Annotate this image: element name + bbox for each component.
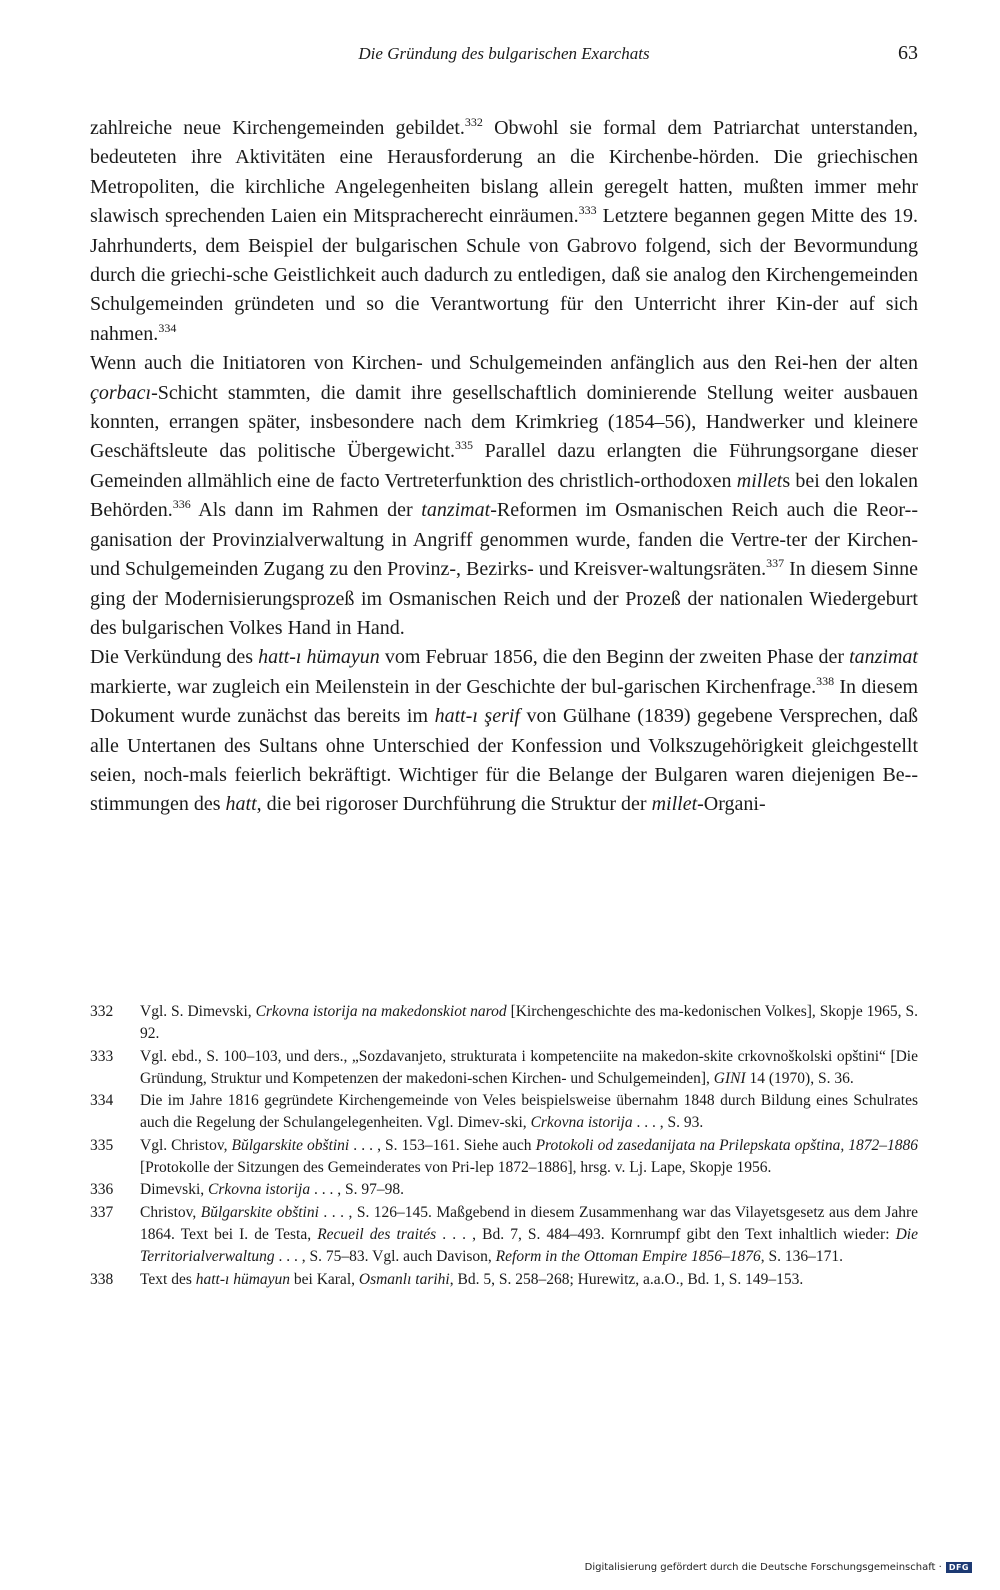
italic-title: Bŭlgarskite obštini xyxy=(200,1203,319,1221)
text-run: s bei den lokalen Behörden. xyxy=(90,469,918,522)
italic-title: hatt-ı hümayun xyxy=(195,1270,291,1288)
italic-title: Recueil des traités xyxy=(317,1225,437,1243)
footnote-number: 337 xyxy=(90,1203,114,1221)
italic-term: hatt xyxy=(225,793,257,816)
footnote-number: 333 xyxy=(90,1047,114,1065)
text-run: In diesem Dokument wurde zunächst das bereits im xyxy=(90,675,918,728)
footnote-336 xyxy=(90,1179,918,1201)
text-run: Vgl. ebd., S. 100–103, und ders., „Sozdavanjeto, strukturata i kompetenciite na makedon-skite crkovnoškolski opštini“ [Die Gründung, Struktur und Kompetenzen der makedoni-schen Kirchen- und Schulgemeinden], xyxy=(140,1047,918,1087)
text-run: Die Verkündung des xyxy=(90,646,259,669)
italic-term: millet xyxy=(736,469,783,492)
italic-title: Crkovna istorija na makedonskiot narod xyxy=(255,1003,507,1020)
footnote-334 xyxy=(90,1090,918,1135)
footnote-ref-335: 335 xyxy=(455,438,474,453)
text-run: . . . , S. 97–98. xyxy=(310,1181,404,1199)
text-run: . . . , S. 93. xyxy=(632,1114,704,1132)
footnote-number: 332 xyxy=(90,1003,114,1020)
paragraph-3 xyxy=(90,643,918,819)
footnote-ref-336: 336 xyxy=(172,497,191,512)
text-run: [Protokolle der Sitzungen des Gemeinderates von Pri-lep 1872–1886], hrsg. v. Lj. Lape, Skopje 1956. xyxy=(140,1159,772,1177)
paragraph-2 xyxy=(90,349,918,643)
footnote-332 xyxy=(90,1001,918,1046)
text-run: 14 (1970), S. 36. xyxy=(745,1069,854,1087)
text-run: Vgl. Christov, xyxy=(140,1136,232,1154)
text-run: Vgl. S. Dimevski, xyxy=(140,1003,256,1020)
footnote-number: 338 xyxy=(90,1270,114,1288)
text-run: Die im Jahre 1816 gegründete Kirchengemeinde von Veles beispielsweise übernahm 1848 durch Bildung eines Schulrates auch die Regelung der Schulangelegenheiten. Vgl. Dimev-ski, xyxy=(140,1092,918,1132)
text-run: In diesem Sinne ging der Modernisierungsprozeß im Osmanischen Reich und der Prozeß der nationalen Wiedergeburt des bulgarischen Volkes Hand in Hand. xyxy=(90,558,918,639)
text-run: -Reformen im Osmanischen Reich auch die Reor-ganisation der Provinzialverwaltung in Angriff genommen wurde, fanden die Vertre-ter der Kirchen- und Schulgemeinden Zugang zu den Provinz-, Bezirks- und Kreisver-waltungsräten. xyxy=(90,499,918,581)
text-run: markierte, war zugleich ein Meilenstein in der Geschichte der bul-garischen Kirchenfrage. xyxy=(90,675,817,698)
text-run: Christov, xyxy=(140,1203,201,1221)
main-text xyxy=(90,114,918,820)
digitization-footer xyxy=(585,1562,972,1573)
text-run: , S. 136–171. xyxy=(760,1248,843,1266)
running-title: Die Gründung des bulgarischen Exarchats xyxy=(358,44,650,63)
italic-title: Reform in the Ottoman Empire 1856–1876 xyxy=(495,1248,761,1266)
footnote-ref-337: 337 xyxy=(766,556,785,571)
digitization-credit: Digitalisierung gefördert durch die Deutsche Forschungsgemeinschaft · xyxy=(584,1562,942,1573)
text-run: vom Februar 1856, die den Beginn der zweiten Phase der xyxy=(379,646,850,669)
footnote-338 xyxy=(90,1269,918,1291)
paragraph-1 xyxy=(90,114,918,349)
footnote-333 xyxy=(90,1046,918,1091)
italic-title: Crkovna istorija xyxy=(208,1181,311,1199)
text-run: . . . , Bd. 7, S. 484–493. Kornrumpf gibt den Text inhaltlich wieder: xyxy=(436,1225,896,1243)
text-run: . . . , S. 75–83. Vgl. auch Davison, xyxy=(274,1248,496,1266)
italic-title: Protokoli od zasedanijata na Prilepskata opština, 1872–1886 xyxy=(535,1136,919,1154)
footnote-number: 335 xyxy=(90,1136,114,1154)
text-run: , Bd. 5, S. 258–268; Hurewitz, a.a.O., Bd. 1, S. 149–153. xyxy=(449,1270,804,1288)
text-run: -Schicht stammten, die damit ihre gesellschaftlich dominierende Stellung weiter ausbauen konnten, errangen später, insbesondere nach dem Krimkrieg (1854–56), Handwerker und kleinere Geschäftsleute das politische Übergewicht. xyxy=(90,381,918,463)
footnote-ref-332: 332 xyxy=(464,115,483,129)
text-run: Parallel dazu erlangten die Führungsorgane dieser Gemeinden allmählich eine de facto Vertreterfunktion des christlich-orthodoxen xyxy=(90,440,918,492)
text-run: Dimevski, xyxy=(140,1181,209,1199)
italic-title: Crkovna istorija xyxy=(530,1114,633,1132)
italic-title: Die Territorialverwaltung xyxy=(140,1225,918,1266)
footnote-ref-338: 338 xyxy=(816,673,835,688)
text-run: . . . , S. 126–145. Maßgebend in diesem Zusammenhang war das Vilayetsgesetz aus dem Jahre 1864. Text bei I. de Testa, xyxy=(140,1203,918,1243)
text-run: bei Karal, xyxy=(290,1270,359,1288)
text-run: Obwohl sie formal dem Patriarchat unterstanden, bedeuteten ihre Aktivitäten eine Herausforderung an die Kirchenbe-hörden. Die griechischen Metropoliten, die kirchliche Angelegenheiten bislang allein geregelt hatten, mußten immer mehr slawisch sprechenden Laien ein Mitspracherecht einräumen. xyxy=(90,117,918,228)
italic-term: hatt-ı hümayun xyxy=(258,646,380,669)
text-run: zahlreiche neue Kirchengemeinden gebildet. xyxy=(90,117,465,139)
text-run: Als dann im Rahmen der xyxy=(190,499,422,522)
footnote-ref-334: 334 xyxy=(158,320,177,335)
text-run: -Organi- xyxy=(697,793,766,816)
text-run: Wenn auch die Initiatoren von Kirchen- und Schulgemeinden anfänglich aus den Rei-hen der alten xyxy=(90,352,918,375)
footnote-number: 336 xyxy=(90,1181,114,1199)
italic-term: tanzimat xyxy=(421,499,491,522)
italic-term: tanzimat xyxy=(849,646,918,669)
footnote-337 xyxy=(90,1202,918,1269)
page-number: 63 xyxy=(898,42,918,64)
footnotes xyxy=(90,1001,918,1291)
text-run: Letztere begannen gegen Mitte des 19. Jahrhunderts, dem Beispiel der bulgarischen Schule von Gabrovo folgend, sich der Bevormundung durch die griechi-sche Geistlichkeit auch dadurch zu entledigen, daß sie analog den Kirchengemeinden Schulgemeinden gründeten und so die Verantwortung für den Unterricht ihrer Kin-der auf sich nahmen. xyxy=(90,205,919,345)
text-run: , die bei rigoroser Durchführung die Struktur der xyxy=(256,793,652,816)
italic-title: GINI xyxy=(713,1069,746,1087)
italic-term: çorbacı xyxy=(90,381,152,404)
dfg-logo: DFG xyxy=(946,1562,972,1573)
footnote-ref-333: 333 xyxy=(578,203,597,218)
text-run: [Kirchengeschichte des ma-kedonischen Volkes], Skopje 1965, S. 92. xyxy=(140,1003,918,1043)
italic-term: millet xyxy=(651,793,698,816)
text-run: . . . , S. 153–161. Siehe auch xyxy=(349,1136,536,1154)
italic-title: Bŭlgarskite obštini xyxy=(231,1136,350,1154)
text-run: Text des xyxy=(140,1270,196,1288)
italic-title: Osmanlı tarihi xyxy=(358,1270,450,1288)
text-run: von Gülhane (1839) gegebene Versprechen, daß alle Untertanen des Sultans ohne Unterschied der Konfession und Volkszugehörigkeit gleichgestellt seien, noch-mals feierlich bekräftigt. Wichtiger für die Belange der Bulgaren waren diejenigen Be-stimmungen des xyxy=(90,705,918,816)
footnote-number: 334 xyxy=(90,1092,114,1110)
italic-term: hatt-ı şerif xyxy=(434,705,520,728)
footnote-335 xyxy=(90,1135,918,1180)
running-header xyxy=(90,44,918,74)
